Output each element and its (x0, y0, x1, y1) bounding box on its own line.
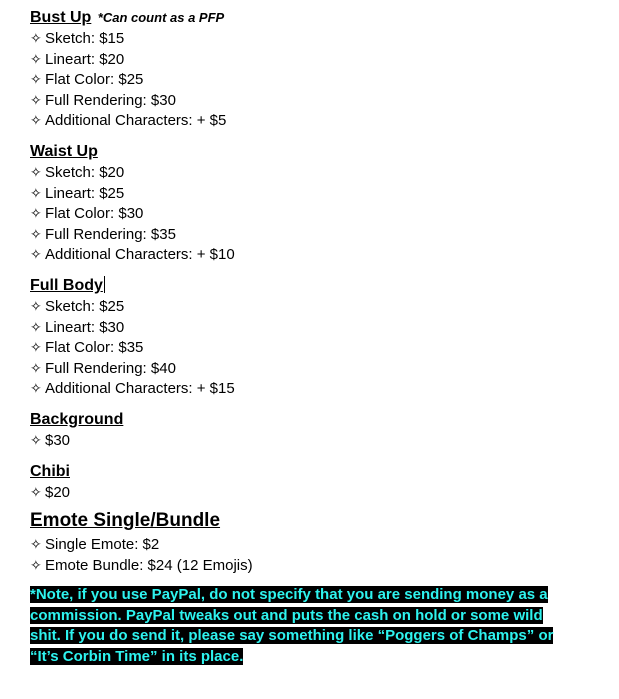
price-item-text: Flat Color: $30 (45, 205, 144, 223)
disclaimer-line: “It’s Corbin Time” in its place. (30, 648, 244, 666)
price-item-text: Sketch: $20 (45, 163, 125, 181)
price-item (30, 90, 590, 111)
section-heading-line (30, 410, 590, 430)
price-item-text: Additional Characters: + $15 (45, 380, 235, 398)
section-title: Bust Up (30, 9, 92, 26)
price-item-text: Full Rendering: $30 (45, 91, 176, 109)
disclaimer-line: shit. If you do send it, please say something like “Poggers of Champs” or (30, 627, 554, 645)
sparkle-bullet-icon: ✧ (30, 71, 42, 88)
price-item-text: Sketch: $25 (45, 297, 125, 315)
sparkle-bullet-icon: ✧ (30, 339, 42, 356)
section-emote (30, 510, 590, 575)
sparkle-bullet-icon: ✧ (30, 184, 42, 201)
sparkle-bullet-icon: ✧ (30, 112, 42, 129)
document-body (30, 8, 590, 668)
sparkle-bullet-icon: ✧ (30, 246, 42, 263)
price-item-text: Full Rendering: $35 (45, 225, 176, 243)
section-bust-up (30, 8, 590, 131)
section-title: Full Body (30, 276, 103, 294)
section-chibi (30, 462, 590, 503)
section-waist-up (30, 142, 590, 265)
price-item-text: Flat Color: $25 (45, 71, 144, 89)
sparkle-bullet-icon: ✧ (30, 30, 42, 46)
sparkle-bullet-icon: ✧ (30, 536, 42, 553)
spacer (30, 502, 590, 510)
price-item-text: Lineart: $30 (45, 318, 125, 336)
price-item (30, 224, 590, 245)
price-item (30, 358, 590, 379)
section-heading-line (30, 8, 590, 28)
paypal-disclaimer (30, 585, 578, 667)
sparkle-bullet-icon: ✧ (30, 556, 42, 573)
sparkle-bullet-icon: ✧ (30, 359, 42, 376)
price-item-text: Additional Characters: + $10 (45, 246, 235, 264)
price-item-text: Flat Color: $35 (45, 339, 144, 357)
spacer (30, 131, 590, 142)
section-heading-line (30, 276, 590, 296)
section-title: Background (30, 410, 124, 428)
price-item (30, 430, 590, 451)
sparkle-bullet-icon: ✧ (30, 297, 42, 314)
price-item (30, 317, 590, 338)
sparkle-bullet-icon: ✧ (30, 380, 42, 397)
price-item (30, 162, 590, 183)
sparkle-bullet-icon: ✧ (30, 205, 42, 222)
price-item (30, 69, 590, 90)
price-item (30, 482, 590, 503)
sparkle-bullet-icon: ✧ (30, 318, 42, 335)
section-heading-line (30, 142, 590, 162)
price-item-text: Lineart: $25 (45, 184, 125, 202)
price-item (30, 534, 590, 555)
price-item-text: Full Rendering: $40 (45, 359, 176, 377)
section-note: *Can count as a PFP (97, 10, 225, 25)
price-item (30, 28, 590, 49)
section-background (30, 410, 590, 451)
price-item-text: Emote Bundle: $24 (12 Emojis) (45, 556, 253, 574)
section-heading-line (30, 510, 590, 534)
spacer (30, 399, 590, 410)
section-title: Chibi (30, 462, 70, 480)
disclaimer-line: commission. PayPal tweaks out and puts the cash on hold or some wild (30, 606, 543, 624)
price-item (30, 244, 590, 265)
section-title: Emote Single/Bundle (30, 510, 221, 532)
price-item (30, 555, 590, 576)
sparkle-bullet-icon: ✧ (30, 483, 42, 500)
spacer (30, 451, 590, 462)
disclaimer-line: *Note, if you use PayPal, do not specify that you are sending money as a (30, 586, 548, 604)
section-heading-line (30, 462, 590, 482)
price-item-text: Single Emote: $2 (45, 536, 160, 554)
price-item-text: Additional Characters: + $5 (45, 112, 227, 130)
section-full-body (30, 276, 590, 399)
sparkle-bullet-icon: ✧ (30, 50, 42, 67)
sparkle-bullet-icon: ✧ (30, 91, 42, 108)
text-cursor (104, 276, 105, 293)
price-item-text: $30 (45, 431, 71, 449)
spacer (30, 265, 590, 276)
section-title: Waist Up (30, 142, 98, 160)
price-item (30, 49, 590, 70)
price-item (30, 378, 590, 399)
price-item (30, 183, 590, 204)
sparkle-bullet-icon: ✧ (30, 163, 42, 180)
sparkle-bullet-icon: ✧ (30, 431, 42, 448)
price-item-text: $20 (45, 483, 71, 501)
price-item-text: Lineart: $20 (45, 50, 125, 68)
price-item (30, 110, 590, 131)
price-item (30, 203, 590, 224)
price-item (30, 296, 590, 317)
sparkle-bullet-icon: ✧ (30, 225, 42, 242)
price-item (30, 337, 590, 358)
price-item-text: Sketch: $15 (45, 30, 125, 47)
